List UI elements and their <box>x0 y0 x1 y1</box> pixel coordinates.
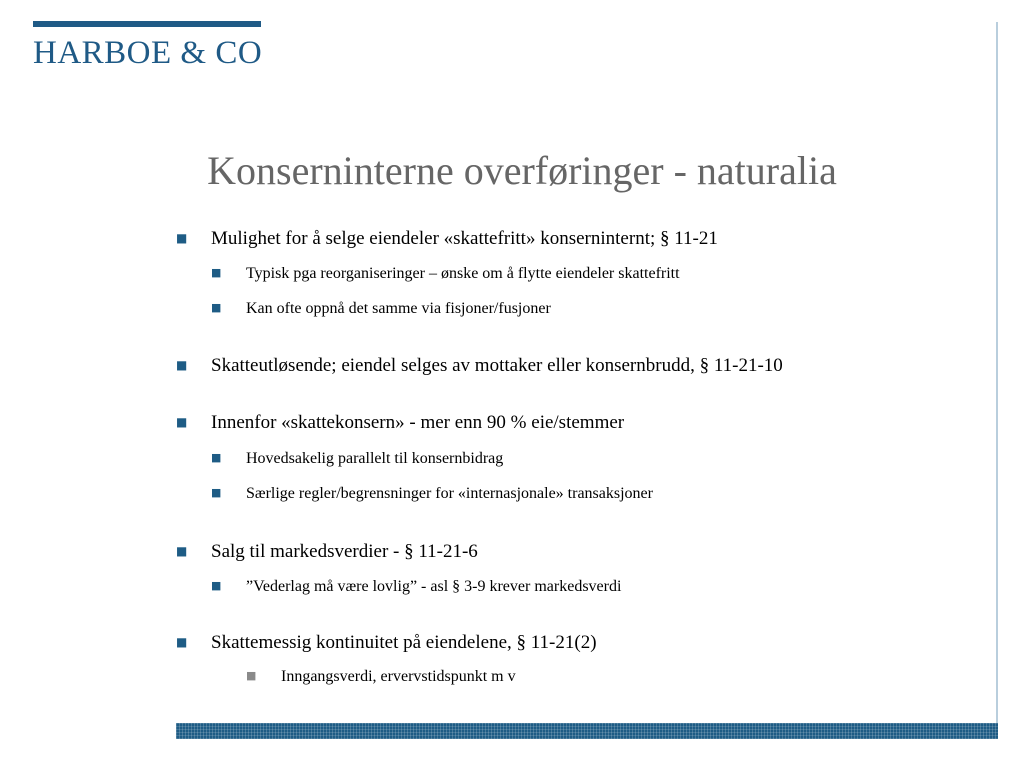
footer-pattern-band <box>176 723 998 739</box>
bullet-square-icon: ■ <box>211 486 222 499</box>
slide-title: Konserninterne overføringer - naturalia <box>207 148 837 193</box>
bullet-item-level1 <box>176 412 624 434</box>
bullet-item-level2 <box>211 578 621 596</box>
bullet-text: Hovedsakelig parallelt til konsernbidrag <box>246 450 504 467</box>
bullet-text: Særlige regler/begrensninger for «internasjonale» transaksjoner <box>246 485 653 502</box>
bullet-text: Skatteutløsende; eiendel selges av mottaker eller konsernbrudd, § 11-21-10 <box>211 355 783 376</box>
bullet-text: Typisk pga reorganiseringer – ønske om å flytte eiendeler skattefritt <box>246 265 680 282</box>
bullet-square-icon: ■ <box>176 231 188 245</box>
bullet-item-level2 <box>211 450 503 468</box>
bullet-text: Kan ofte oppnå det samme via fisjoner/fusjoner <box>246 300 551 317</box>
bullet-item-level2 <box>211 300 551 318</box>
bullet-square-icon: ■ <box>211 266 222 279</box>
bullet-item-level1 <box>176 228 718 250</box>
bullet-item-level2 <box>211 485 653 503</box>
bullet-square-icon: ■ <box>176 635 188 649</box>
bullet-square-icon: ■ <box>176 415 188 429</box>
bullet-square-icon: ■ <box>176 358 188 372</box>
bullet-text: Skattemessig kontinuitet på eiendelene, § 11-21(2) <box>211 632 597 653</box>
bullet-square-icon: ■ <box>211 579 222 592</box>
bullet-text: Mulighet for å selge eiendeler «skattefritt» konserninternt; § 11-21 <box>211 228 718 249</box>
bullet-item-level1 <box>176 355 783 377</box>
right-border-line <box>996 22 998 738</box>
company-logo: HARBOE & CO <box>33 35 263 71</box>
bullet-item-level2 <box>211 265 680 283</box>
bullet-text: ”Vederlag må være lovlig” - asl § 3-9 krever markedsverdi <box>246 578 622 595</box>
bullet-text: Salg til markedsverdier - § 11-21-6 <box>211 541 478 562</box>
bullet-item-level1 <box>176 541 478 563</box>
logo-bar <box>33 21 261 27</box>
bullet-square-icon: ■ <box>211 301 222 314</box>
bullet-square-icon: ■ <box>246 669 257 682</box>
bullet-item-level1 <box>176 632 597 654</box>
bullet-square-icon: ■ <box>176 544 188 558</box>
bullet-item-level3 <box>246 668 516 686</box>
bullet-text: Innenfor «skattekonsern» - mer enn 90 % eie/stemmer <box>211 412 625 433</box>
bullet-text: Inngangsverdi, ervervstidspunkt m v <box>281 668 516 685</box>
bullet-square-icon: ■ <box>211 451 222 464</box>
